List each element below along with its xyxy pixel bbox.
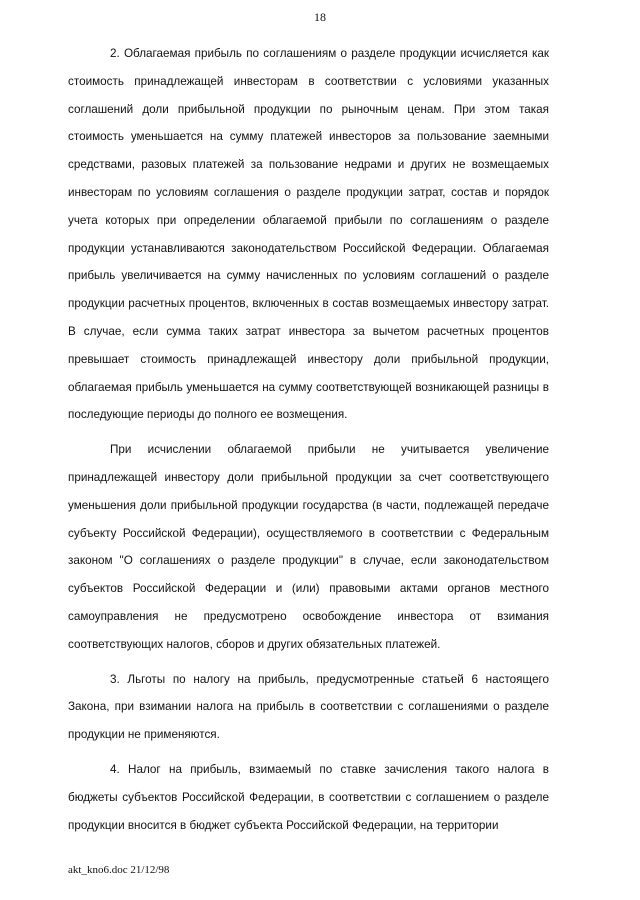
paragraph-clause-4: 4. Налог на прибыль, взимаемый по ставке зачисления такого налога в бюджеты субъектов Российской Федерации, в соответствии с соглашением о разделе продукции вносится в бюджет субъекта Российской Федерации, на территории [68, 762, 549, 832]
page-number: 18 [314, 10, 326, 24]
document-body [68, 40, 549, 846]
paragraph-clause-3: 3. Льготы по налогу на прибыль, предусмотренные статьей 6 настоящего Закона, при взимании налога на прибыль в соответствии с соглашениями о разделе продукции не применяются. [68, 672, 549, 742]
paragraph-clause-2-continued: При исчислении облагаемой прибыли не учитывается увеличение принадлежащей инвестору доли прибыльной продукции за счет соответствующего уменьшения доли прибыльной продукции государства (в части, подлежащей передаче субъекту Российской Федерации), осуществляемого в соответствии с Федеральным законом "О соглашениях о разделе продукции" в случае, если законодательством субъектов Российской Федерации и (или) правовыми актами органов местного самоуправления не предусмотрено освобождение инвестора от взимания соответствующих налогов, сборов и других обязательных платежей. [68, 443, 549, 651]
file-footer: akt_kno6.doc 21/12/98 [68, 864, 170, 876]
paragraph-clause-2: 2. Облагаемая прибыль по соглашениям о разделе продукции исчисляется как стоимость принадлежащей инвесторам в соответствии с условиями указанных соглашений доли прибыльной продукции по рыночным ценам. При этом такая стоимость уменьшается на сумму платежей инвесторов за пользование заемными средствами, разовых платежей за пользование недрами и других не возмещаемых инвесторам по условиям соглашения о разделе продукции затрат, состав и порядок учета которых при определении облагаемой прибыли по соглашениям о разделе продукции устанавливаются законодательством Российской Федерации. Облагаемая прибыль увеличивается на сумму начисленных по условиям соглашений о разделе продукции расчетных процентов, включенных в состав возмещаемых инвестору затрат. В случае, если сумма таких затрат инвестора за вычетом расчетных процентов превышает стоимость принадлежащей инвестору доли прибыльной продукции, облагаемая прибыль уменьшается на сумму соответствующей возникающей разницы в последующие периоды до полного ее возмещения. [68, 47, 549, 422]
